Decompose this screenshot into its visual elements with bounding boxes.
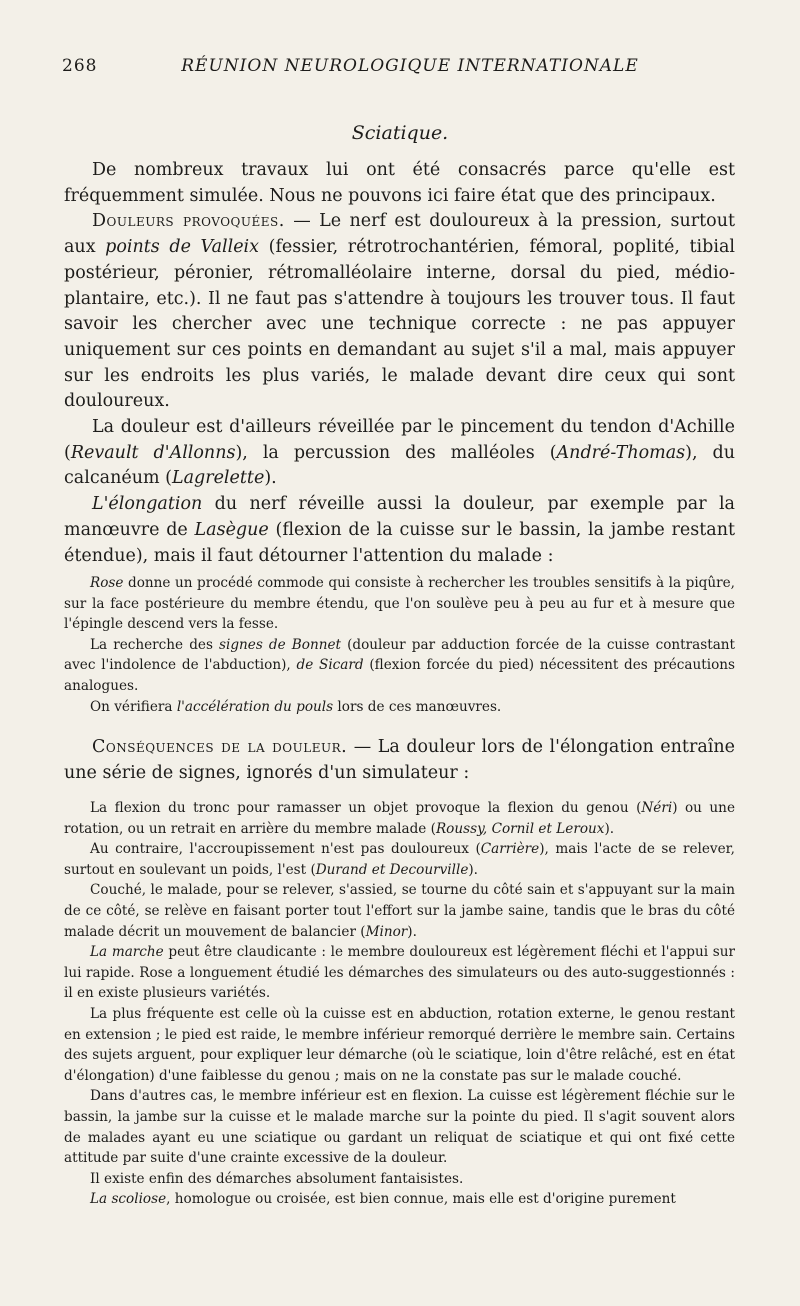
paragraph-scoliose: La scoliose, homologue ou croisée, est bien connue, mais elle est d'origine purement — [90, 1191, 676, 1208]
paragraph-fantaisistes: Il existe enfin des démarches absolument fantaisistes. — [90, 1170, 464, 1187]
section-title: Sciatique. — [351, 122, 449, 144]
paragraph-accroupissement: Au contraire, l'accroupissement n'est pas douloureux (Carrière), mais l'acte de se relever, surtout en soulevant un poids, l'est (Durand et Decourville). — [64, 841, 735, 878]
paragraph-elongation: L'élongation du nerf réveille aussi la douleur, par exemple par la manœuvre de Lasègue (flexion de la cuisse sur le bassin, la jambe restant étendue), mais il faut détourner l'attention du malade : — [64, 494, 735, 566]
page-number: 268 — [62, 56, 98, 76]
paragraph-achille: La douleur est d'ailleurs réveillée par le pincement du tendon d'Achille (Revault d'Allonns), la percussion des malléoles (André-Thomas), du calcanéum (Lagrelette). — [64, 417, 736, 489]
details-text-block — [64, 798, 735, 1210]
paragraph-couche: Couché, le malade, pour se relever, s'assied, se tourne du côté sain et s'appuyant sur la main de ce côté, se relève en faisant porter tout l'effort sur la jambe saine, tandis que le bras du côté malade décrit un mouvement de balancier (Minor). — [64, 882, 735, 940]
paragraph-flexion-cas: Dans d'autres cas, le membre inférieur est en flexion. La cuisse est légèrement fléchie sur le bassin, la jambe sur la cuisse et le malade marche sur la pointe du pied. Il s'agit souvent alors de malades ayant eu une sciatique ou gardant un reliquat de sciatique et qui ont fixé cette attitude par suite d'une crainte excessive de la douleur. — [64, 1088, 735, 1167]
paragraph-marche: La marche peut être claudicante : le membre douloureux est légèrement fléchi et l'appui sur lui rapide. Rose a longuement étudié les démarches des simulateurs ou des auto-suggestionnés : il en existe plusieurs variétés. — [64, 944, 735, 1002]
section-heading-douleurs: Douleurs provoquées. — [92, 211, 285, 232]
paragraph-pouls: On vérifiera l'accélération du pouls lors de ces manœuvres. — [90, 698, 502, 715]
paragraph-douleurs-provoquees: Douleurs provoquées. — Le nerf est douloureux à la pression, surtout aux points de Valleix (fessier, rétrotrochantérien, fémoral, poplité, tibial postérieur, péronier, rétromalléolaire interne, dorsal du pied, médio-plantaire, etc.). Il ne faut pas s'attendre à toujours les trouver tous. Il faut savoir les chercher avec une technique correcte : ne pas appuyer uniquement sur ces points en demandant au sujet s'il a mal, mais appuyer sur les endroits les plus variés, le malade devant dire ceux qui sont douloureux. — [64, 211, 735, 412]
paragraph-rose: Rose donne un procédé commode qui consiste à rechercher les troubles sensitifs à la piqûre, sur la face postérieure du membre étendu, que l'on soulève peu à peu au fur et à mesure que l'épingle descend vers la fesse. — [64, 575, 735, 633]
running-title: RÉUNION NEUROLOGIQUE INTERNATIONALE — [181, 56, 639, 76]
paragraph-consequences: Conséquences de la douleur. — La douleur lors de l'élongation entraîne une série de signes, ignorés d'un simulateur : — [64, 737, 735, 783]
main-text-block — [64, 158, 735, 569]
paragraph-intro: De nombreux travaux lui ont été consacrés parce qu'elle est fréquemment simulée. Nous ne pouvons ici faire état que des principaux. — [64, 160, 735, 206]
section-heading-consequences: Conséquences de la douleur. — [92, 737, 348, 757]
running-header — [62, 56, 728, 76]
paragraph-flexion-tronc: La flexion du tronc pour ramasser un objet provoque la flexion du genou (Néri) ou une rotation, ou un retrait en arrière du membre malade (Roussy, Cornil et Leroux). — [64, 800, 735, 837]
paragraph-bonnet: La recherche des signes de Bonnet (douleur par adduction forcée de la cuisse contrastant avec l'indolence de l'abduction), de Sicard (flexion forcée du pied) nécessitent des précautions analogues. — [64, 636, 736, 694]
paragraph-demarche-frequente: La plus fréquente est celle où la cuisse est en abduction, rotation externe, le genou restant en extension ; le pied est raide, le membre inférieur remorqué derrière le membre sain. Certains des sujets arguent, pour expliquer leur démarche (où le sciatique, loin d'être relâché, est en état d'élongation) d'une faiblesse du genou ; mais on ne la constate pas sur le malade couché. — [64, 1005, 735, 1084]
consequences-text-block — [64, 735, 735, 786]
note-text-block — [64, 573, 735, 717]
